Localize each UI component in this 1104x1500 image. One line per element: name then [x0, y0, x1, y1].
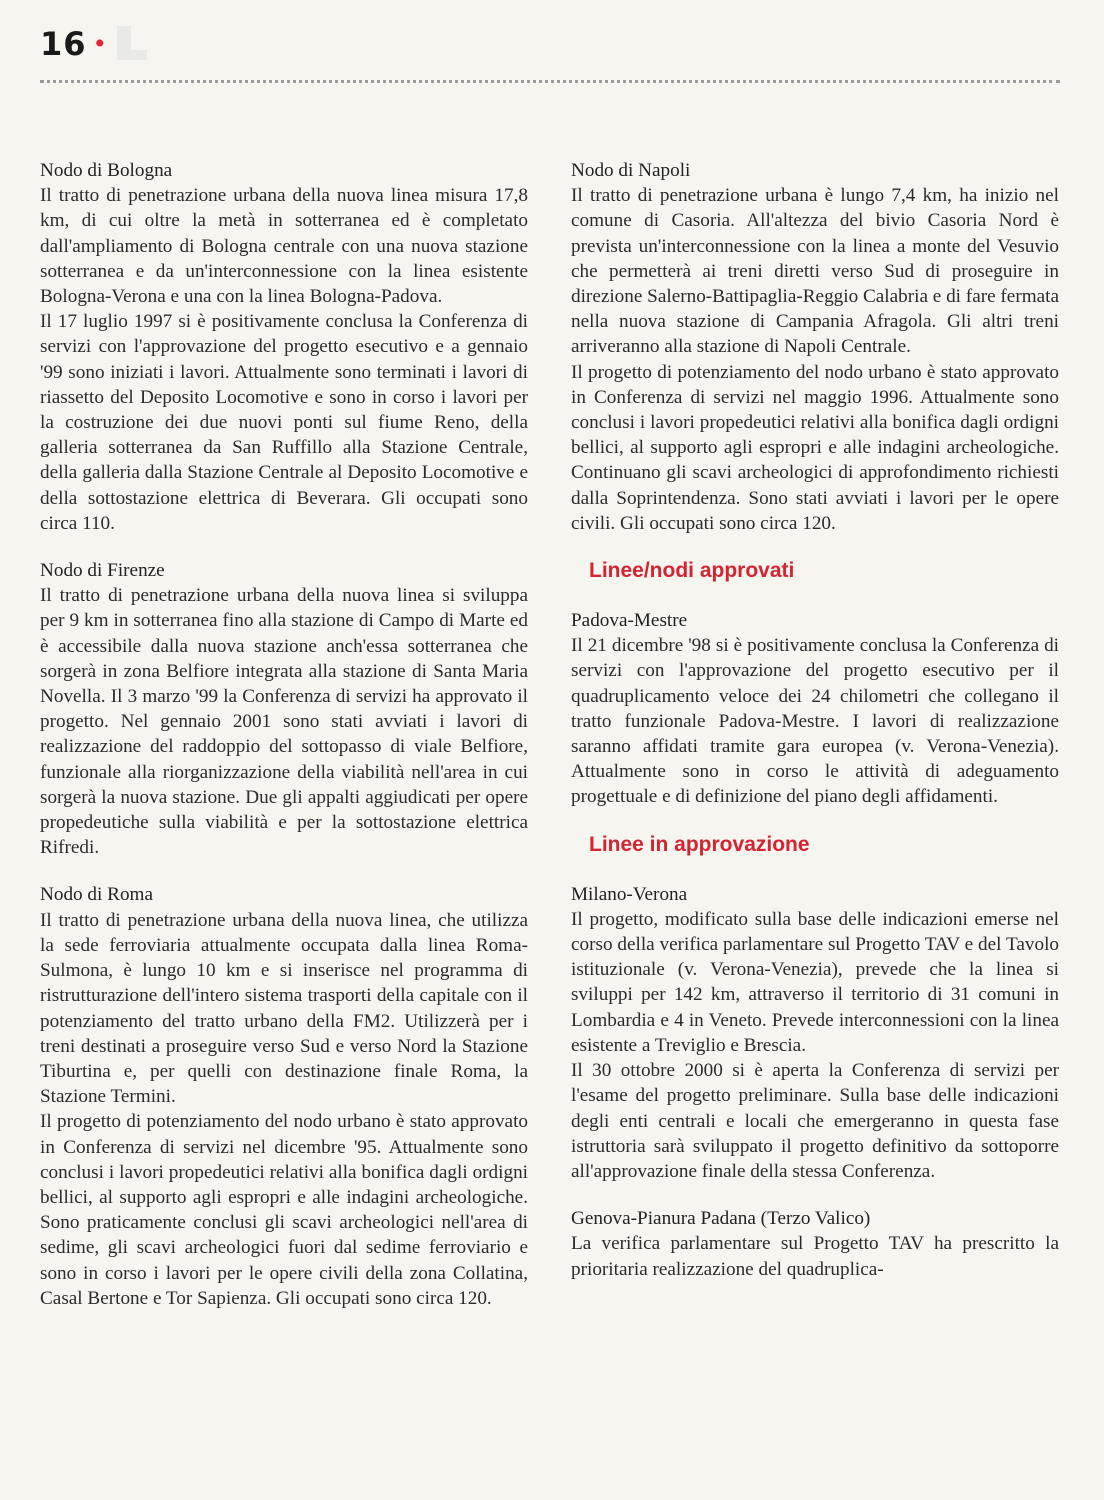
section-title: Nodo di Napoli: [571, 160, 691, 181]
paragraph: Il progetto, modificato sulla base delle indicazioni emerse nel corso della verifica parlamentare sul Progetto TAV e del Tavolo istituzionale (v. Verona-Venezia), prevede che la linea si sviluppi per 142 km, attraverso il territorio di 31 comuni in Lombardia e 4 in Veneto. Prevede interconnessioni con la linea esistente a Treviglio e Brescia.: [571, 908, 1059, 1056]
header-bullet: •: [94, 27, 106, 60]
paragraph: Il 30 ottobre 2000 si è aperta la Conferenza di servizi per l'esame del progetto preliminare. Sulla base delle indicazioni degli enti centrali e locali che emergeranno in questa fase istruttoria sarà sviluppato il progetto definitivo da sottoporre all'approvazione finale della stessa Conferenza.: [571, 1060, 1059, 1182]
header-divider: [40, 80, 1060, 83]
section-title: Nodo di Bologna: [40, 160, 173, 181]
left-column: [40, 158, 528, 1333]
section-title: Nodo di Roma: [40, 884, 153, 906]
section-title: Nodo di Firenze: [40, 560, 165, 582]
section-title: Milano-Verona: [571, 883, 688, 905]
paragraph: Il tratto di penetrazione urbana della nuova linea, che utilizza la sede ferroviaria attualmente occupata dalla linea Roma-Sulmona, è lungo 10 km e si inserisce nel programma di ristrutturazione dell'intero sistema trasporti della capitale con il potenziamento del tratto urbano della FM2. Utilizzerà per i treni destinati a proseguire verso Sud e verso Nord la Stazione Tiburtina e, per quelli con destinazione finale Roma, la Stazione Termini.: [40, 909, 528, 1108]
category-heading-approved: Linee/nodi approvati: [589, 559, 795, 583]
section-nodo-napoli: [571, 158, 1059, 536]
right-column: [571, 158, 1059, 1304]
category-heading-pending: Linee in approvazione: [589, 832, 810, 856]
paragraph: Il 17 luglio 1997 si è positivamente conclusa la Conferenza di servizi con l'approvazione del progetto esecutivo e a gennaio '99 sono iniziati i lavori. Attualmente sono terminati i lavori di riassetto del Deposito Locomotive e sono in corso i lavori per la costruzione dei due nuovi ponti sul fiume Reno, della galleria sotterranea da San Ruffillo alla Stazione Centrale, della galleria dalla Stazione Centrale al Deposito Locomotive e della sottostazione elettrica di Beverara. Gli occupati sono circa 110.: [40, 311, 528, 534]
section-nodo-bologna: [40, 158, 528, 536]
page-number: 16: [40, 25, 87, 63]
section-nodo-roma: [40, 882, 528, 1310]
section-nodo-firenze: [40, 558, 528, 860]
paragraph: Il 21 dicembre '98 si è positivamente conclusa la Conferenza di servizi con l'approvazione del progetto esecutivo per il quadruplicamento veloce dei 24 chilometri che collegano il tratto funzionale Padova-Mestre. I lavori di realizzazione saranno affidati tramite gara europea (v. Verona-Venezia). Attualmente sono in corso le attività di adeguamento progettuale e di definizione del piano degli affidamenti.: [571, 635, 1059, 808]
section-genova-terzo-valico: [571, 1206, 1059, 1282]
paragraph: La verifica parlamentare sul Progetto TAV ha prescritto la prioritaria realizzazione del quadruplica-: [571, 1233, 1059, 1280]
magazine-logo-icon: [117, 24, 159, 64]
paragraph: Il tratto di penetrazione urbana della nuova linea si sviluppa per 9 km in sotterranea fino alla stazione di Campo di Marte ed è accessibile dalla nuova stazione anch'essa sotterranea che sorgerà in zona Belfiore integrata alla stazione di Santa Maria Novella. Il 3 marzo '99 la Conferenza di servizi ha approvato il progetto. Nel gennaio 2001 sono stati avviati i lavori di realizzazione del raddoppio del sottopasso di viale Belfiore, funzionale alla riorganizzazione della viabilità nell'area in cui sorgerà la nuova stazione. Due gli appalti aggiudicati per opere propedeutiche sulla viabilità e per la sottostazione elettrica Rifredi.: [40, 585, 528, 859]
page-header: [40, 24, 159, 64]
section-title: Padova-Mestre: [571, 610, 688, 632]
paragraph: Il tratto di penetrazione urbana è lungo 7,4 km, ha inizio nel comune di Casoria. All'altezza del bivio Casoria Nord è prevista un'interconnessione con la linea a monte del Vesuvio che permetterà ai treni diretti verso Sud di proseguire in direzione Salerno-Battipaglia-Reggio Calabria e di fare fermata nella nuova stazione di Campania Afragola. Gli altri treni arriveranno alla stazione di Napoli Centrale.: [571, 185, 1059, 358]
paragraph: Il progetto di potenziamento del nodo urbano è stato approvato in Conferenza di servizi nel maggio 1996. Attualmente sono conclusi i lavori propedeutici relativi alla bonifica dagli ordigni bellici, al supporto agli espropri e alle indagini archeologiche. Continuano gli scavi archeologici di approfondimento richiesti dalla Soprintendenza. Sono stati avviati i lavori per le opere civili. Gli occupati sono circa 120.: [571, 361, 1059, 534]
paragraph: Il progetto di potenziamento del nodo urbano è stato approvato in Conferenza di servizi nel dicembre '95. Attualmente sono conclusi i lavori propedeutici relativi alla bonifica dagli ordigni bellici, al supporto agli espropri e alle indagini archeologiche. Sono praticamente conclusi gli scavi archeologici nell'area di sedime, gli scavi archeologici fuori dal sedime ferroviario e sono in corso i lavori per le opere civili della zona Collatina, Casal Bertone e Tor Sapienza. Gli occupati sono circa 120.: [40, 1111, 528, 1309]
section-padova-mestre: [571, 608, 1059, 810]
section-milano-verona: [571, 882, 1059, 1184]
paragraph: Il tratto di penetrazione urbana della nuova linea misura 17,8 km, di cui oltre la metà in sotterranea ed è completato dall'ampliamento di Bologna centrale con una nuova stazione sotterranea e da un'interconnessione con la linea esistente Bologna-Verona e una con la linea Bologna-Padova.: [40, 185, 528, 308]
section-title: Genova-Pianura Padana (Terzo Valico): [571, 1208, 871, 1230]
